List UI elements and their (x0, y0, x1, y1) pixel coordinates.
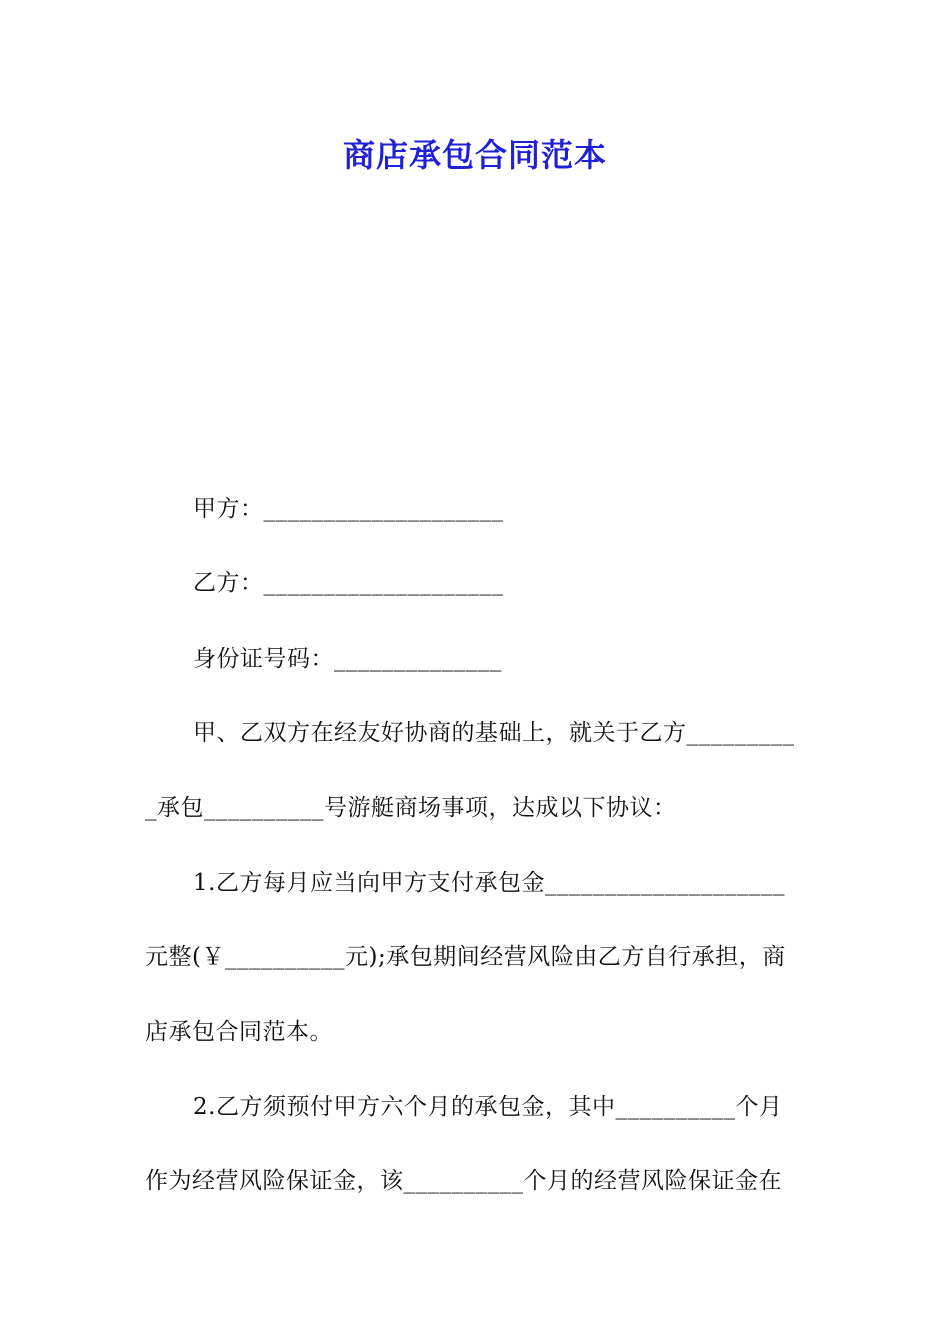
clause-1-line-2: 元整(￥__________元);承包期间经营风险由乙方自行承担，商 (145, 944, 786, 970)
clause-2-line-2: 作为经营风险保证金，该__________个月的经营风险保证金在 (145, 1168, 782, 1194)
clause-2-line-1: 2.乙方须预付甲方六个月的承包金，其中__________个月 (193, 1094, 783, 1120)
id-number-line: 身份证号码：______________ (193, 646, 502, 672)
paragraph-intro-line-2: _承包__________号游艇商场事项，达成以下协议： (145, 795, 677, 821)
party-b-line: 乙方：____________________ (193, 570, 504, 596)
paragraph-intro-line-1: 甲、乙双方在经友好协商的基础上，就关于乙方_________ (193, 720, 795, 746)
document-title: 商店承包合同范本 (342, 136, 607, 174)
clause-1-line-1: 1.乙方每月应当向甲方支付承包金____________________ (193, 870, 785, 896)
party-a-line: 甲方：____________________ (193, 496, 504, 522)
clause-1-line-3: 店承包合同范本。 (145, 1019, 333, 1045)
